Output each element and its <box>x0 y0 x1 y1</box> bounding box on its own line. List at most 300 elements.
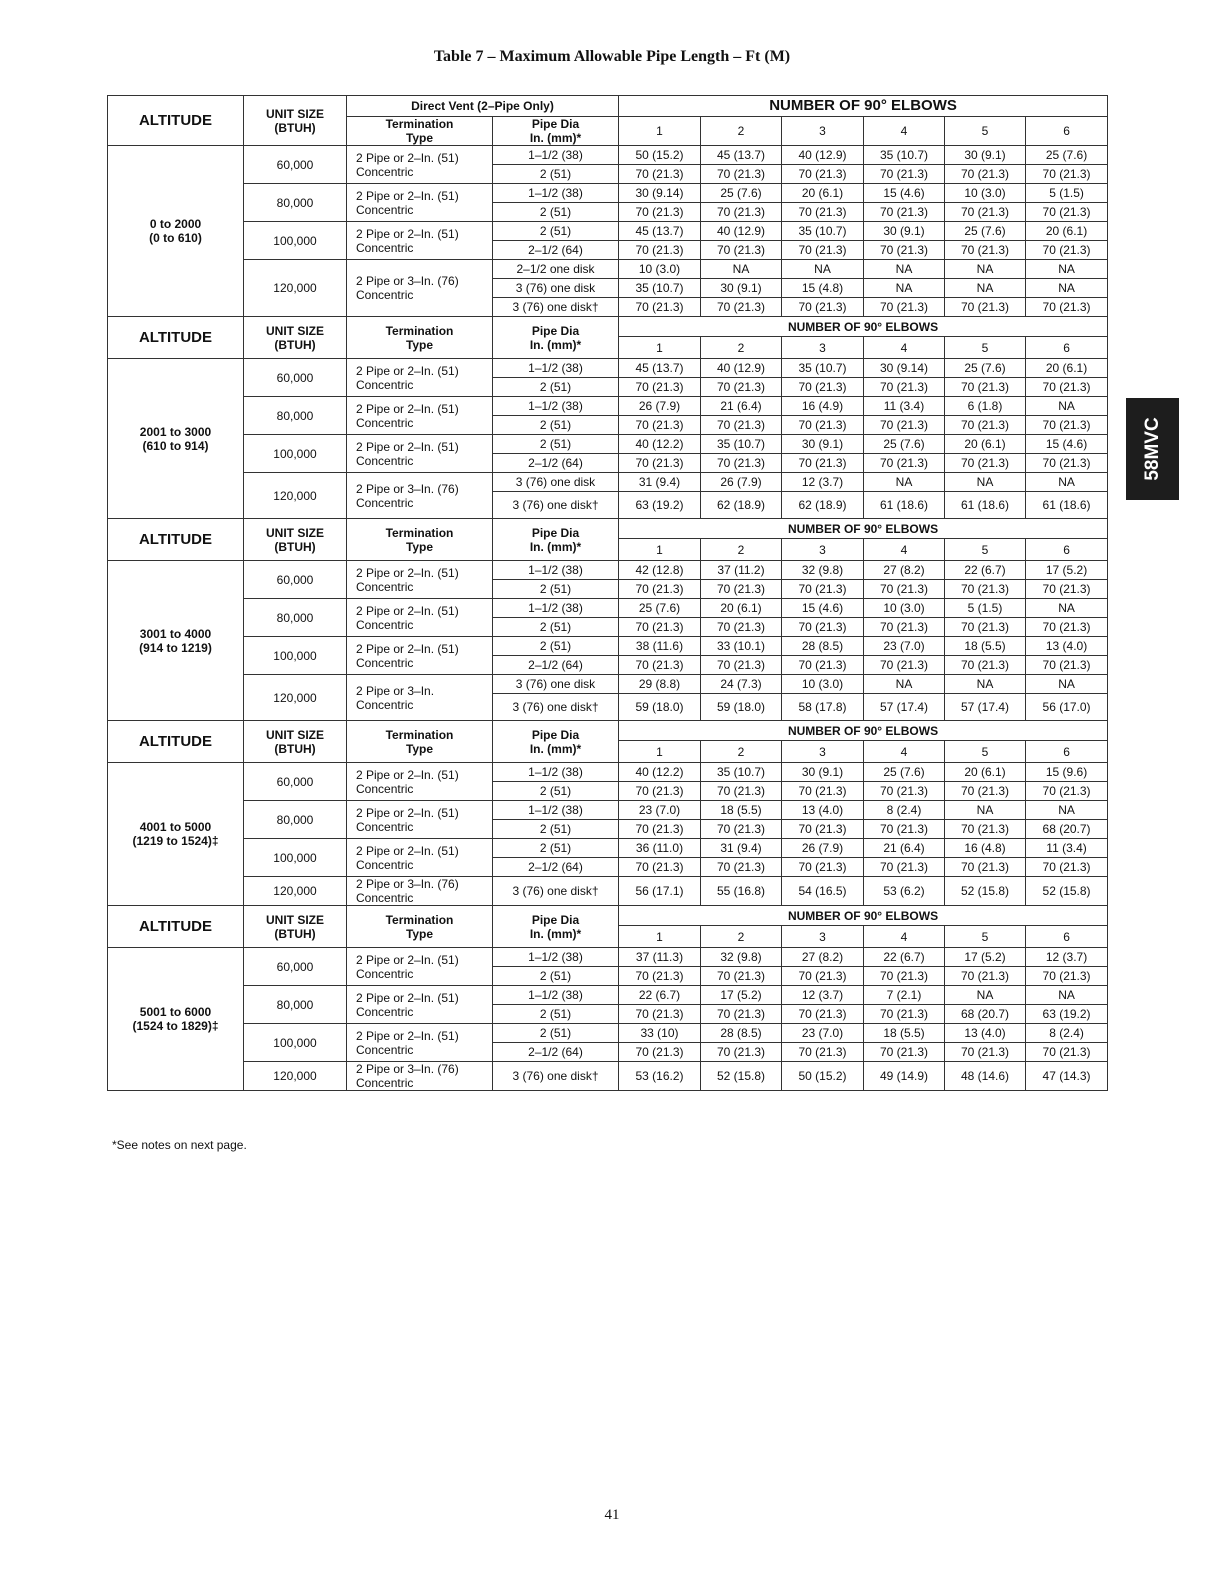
elbow-value: 28 (8.5) <box>701 1024 782 1043</box>
elbows-header: NUMBER OF 90° ELBOWS <box>619 906 1108 926</box>
termination-line: 2 Pipe or 3–In. (76) <box>356 481 459 496</box>
elbow-value: 70 (21.3) <box>701 298 782 317</box>
elbow-value: 27 (8.2) <box>864 561 945 580</box>
elbow-value: 52 (15.8) <box>1026 877 1108 906</box>
elbow-number: 6 <box>1026 337 1108 359</box>
elbows-header: NUMBER OF 90° ELBOWS <box>619 721 1108 741</box>
elbow-value: 68 (20.7) <box>945 1005 1026 1024</box>
elbow-value: NA <box>864 473 945 492</box>
elbow-value: 70 (21.3) <box>619 858 701 877</box>
elbow-value: 25 (7.6) <box>701 184 782 203</box>
table-row <box>108 948 1108 967</box>
elbow-value: 20 (6.1) <box>1026 222 1108 241</box>
pipe-dia-cell: 2 (51) <box>493 435 619 454</box>
elbow-value: 70 (21.3) <box>619 782 701 801</box>
elbow-value: 70 (21.3) <box>782 858 864 877</box>
termination-cell <box>347 763 493 801</box>
elbow-number: 5 <box>945 337 1026 359</box>
elbow-value: NA <box>945 801 1026 820</box>
elbow-value: 70 (21.3) <box>619 241 701 260</box>
elbow-number: 2 <box>701 337 782 359</box>
elbow-value: NA <box>782 260 864 279</box>
elbow-value: 10 (3.0) <box>864 599 945 618</box>
elbow-value: 21 (6.4) <box>864 839 945 858</box>
elbow-value: 35 (10.7) <box>701 763 782 782</box>
altitude-range <box>108 561 244 721</box>
elbow-value: 70 (21.3) <box>864 241 945 260</box>
elbow-value: 62 (18.9) <box>782 492 864 519</box>
elbow-value: 30 (9.1) <box>864 222 945 241</box>
elbow-value: 25 (7.6) <box>1026 146 1108 165</box>
elbow-value: 35 (10.7) <box>701 435 782 454</box>
elbow-value: 28 (8.5) <box>782 637 864 656</box>
termination-line: Concentric <box>356 781 414 796</box>
elbow-value: 70 (21.3) <box>1026 782 1108 801</box>
elbow-value: 59 (18.0) <box>701 694 782 721</box>
elbow-value: 70 (21.3) <box>782 165 864 184</box>
pipe-dia-cell: 1–1/2 (38) <box>493 763 619 782</box>
elbow-value: 70 (21.3) <box>1026 580 1108 599</box>
termination-cell <box>347 877 493 906</box>
altitude-header: ALTITUDE <box>108 317 244 359</box>
elbow-value: 42 (12.8) <box>619 561 701 580</box>
elbow-number: 2 <box>701 539 782 561</box>
unit-size-cell: 60,000 <box>244 146 347 184</box>
elbow-value: 11 (3.4) <box>864 397 945 416</box>
elbow-value: 58 (17.8) <box>782 694 864 721</box>
pipe-dia-cell: 1–1/2 (38) <box>493 397 619 416</box>
termination-line: 2 Pipe or 3–In. (76) <box>356 1062 459 1076</box>
elbow-value: 57 (17.4) <box>864 694 945 721</box>
pipe-dia-cell: 2–1/2 (64) <box>493 1043 619 1062</box>
elbow-value: 30 (9.1) <box>945 146 1026 165</box>
elbow-value: NA <box>945 986 1026 1005</box>
elbow-number: 5 <box>945 741 1026 763</box>
termination-header <box>347 519 493 561</box>
termination-header <box>347 721 493 763</box>
table-row <box>108 146 1108 165</box>
elbow-value: 70 (21.3) <box>701 203 782 222</box>
elbow-value: 10 (3.0) <box>619 260 701 279</box>
unit-size-cell: 60,000 <box>244 359 347 397</box>
table-row <box>108 561 1108 580</box>
elbow-value: 70 (21.3) <box>782 1005 864 1024</box>
elbow-value: 70 (21.3) <box>701 967 782 986</box>
pipe-dia-cell: 2–1/2 (64) <box>493 656 619 675</box>
termination-line: 2 Pipe or 2–In. (51) <box>356 641 459 656</box>
termination-line: 2 Pipe or 2–In. (51) <box>356 843 459 858</box>
pipe-dia-cell: 2 (51) <box>493 967 619 986</box>
termination-line: Concentric <box>356 202 414 217</box>
termination-line: Concentric <box>356 966 414 981</box>
altitude-range <box>108 359 244 519</box>
line: Pipe Dia <box>531 323 580 338</box>
elbow-value: 70 (21.3) <box>782 967 864 986</box>
unit-size-header <box>244 519 347 561</box>
pipe-dia-cell: 3 (76) one disk† <box>493 877 619 906</box>
elbow-value: 70 (21.3) <box>619 203 701 222</box>
elbow-value: 70 (21.3) <box>619 165 701 184</box>
elbow-number: 1 <box>619 741 701 763</box>
unit-size-cell: 80,000 <box>244 397 347 435</box>
line: 2001 to 3000 <box>139 424 212 439</box>
page-number: 41 <box>604 1507 620 1523</box>
unit-size-cell: 100,000 <box>244 1024 347 1062</box>
pipe-dia-cell: 2 (51) <box>493 165 619 184</box>
elbow-value: 50 (15.2) <box>782 1062 864 1091</box>
elbow-value: 40 (12.2) <box>619 435 701 454</box>
elbow-value: NA <box>1026 801 1108 820</box>
termination-cell <box>347 839 493 877</box>
elbow-value: 70 (21.3) <box>864 820 945 839</box>
elbow-value: 16 (4.8) <box>945 839 1026 858</box>
termination-line: 2 Pipe or 3–In. <box>356 683 435 698</box>
pipe-dia-cell: 2 (51) <box>493 820 619 839</box>
unit-size-header <box>244 906 347 948</box>
termination-cell <box>347 435 493 473</box>
elbow-value: 27 (8.2) <box>782 948 864 967</box>
table-row <box>108 763 1108 782</box>
elbow-value: 70 (21.3) <box>619 820 701 839</box>
unit-size-cell: 100,000 <box>244 839 347 877</box>
elbow-value: 30 (9.14) <box>864 359 945 378</box>
elbow-number: 1 <box>619 926 701 948</box>
elbow-value: 70 (21.3) <box>945 241 1026 260</box>
table-row <box>108 675 1108 694</box>
elbow-value: 70 (21.3) <box>945 580 1026 599</box>
elbow-value: 70 (21.3) <box>701 241 782 260</box>
elbow-value: 70 (21.3) <box>1026 1043 1108 1062</box>
table-row <box>108 1062 1108 1091</box>
elbow-value: 70 (21.3) <box>945 378 1026 397</box>
altitude-header: ALTITUDE <box>108 519 244 561</box>
unit-size-cell: 100,000 <box>244 435 347 473</box>
elbow-value: 10 (3.0) <box>782 675 864 694</box>
elbow-value: 18 (5.5) <box>864 1024 945 1043</box>
elbow-value: 70 (21.3) <box>945 298 1026 317</box>
unit-size-header <box>244 96 347 146</box>
elbow-value: 52 (15.8) <box>945 877 1026 906</box>
termination-line: Concentric <box>356 579 414 594</box>
elbow-value: 23 (7.0) <box>864 637 945 656</box>
elbow-value: 45 (13.7) <box>701 146 782 165</box>
line: Termination <box>385 727 454 742</box>
elbow-value: 16 (4.9) <box>782 397 864 416</box>
elbow-value: NA <box>1026 473 1108 492</box>
pipe-dia-cell: 1–1/2 (38) <box>493 801 619 820</box>
pipe-dia-cell: 2 (51) <box>493 222 619 241</box>
pipe-dia-cell: 3 (76) one disk <box>493 675 619 694</box>
line: (610 to 914) <box>142 438 209 453</box>
elbow-value: 70 (21.3) <box>864 298 945 317</box>
elbow-number: 2 <box>701 117 782 146</box>
elbow-value: 70 (21.3) <box>1026 203 1108 222</box>
elbow-number: 4 <box>864 337 945 359</box>
elbow-value: 70 (21.3) <box>864 378 945 397</box>
elbow-value: NA <box>945 675 1026 694</box>
elbow-value: 61 (18.6) <box>1026 492 1108 519</box>
elbow-value: 70 (21.3) <box>945 858 1026 877</box>
elbow-value: 5 (1.5) <box>945 599 1026 618</box>
line: 0 to 2000 <box>149 217 202 231</box>
table-row <box>108 359 1108 378</box>
pipe-dia-cell: 2 (51) <box>493 580 619 599</box>
termination-line: Concentric <box>356 655 414 670</box>
unit-size-cell: 60,000 <box>244 561 347 599</box>
elbow-number: 6 <box>1026 741 1108 763</box>
elbow-value: 59 (18.0) <box>619 694 701 721</box>
line: UNIT SIZE <box>265 912 324 927</box>
unit-size-cell: 120,000 <box>244 675 347 721</box>
table-row <box>108 222 1108 241</box>
elbow-value: NA <box>1026 397 1108 416</box>
termination-line: 2 Pipe or 2–In. (51) <box>356 952 459 967</box>
pipe-dia-cell: 1–1/2 (38) <box>493 184 619 203</box>
elbow-value: NA <box>864 260 945 279</box>
elbow-value: 24 (7.3) <box>701 675 782 694</box>
elbow-value: 70 (21.3) <box>864 1043 945 1062</box>
elbow-value: 70 (21.3) <box>782 1043 864 1062</box>
table-row <box>108 260 1108 279</box>
elbow-value: 20 (6.1) <box>945 435 1026 454</box>
elbow-value: 70 (21.3) <box>619 656 701 675</box>
unit-size-header <box>244 317 347 359</box>
elbow-value: NA <box>945 473 1026 492</box>
termination-header <box>347 906 493 948</box>
elbow-value: 30 (9.1) <box>782 435 864 454</box>
elbow-value: 31 (9.4) <box>619 473 701 492</box>
elbow-number: 3 <box>782 926 864 948</box>
elbow-value: 70 (21.3) <box>1026 618 1108 637</box>
elbow-value: 25 (7.6) <box>945 359 1026 378</box>
line: Type <box>405 337 434 352</box>
termination-line: Concentric <box>356 1042 414 1057</box>
elbow-value: 61 (18.6) <box>864 492 945 519</box>
elbow-value: 55 (16.8) <box>701 877 782 906</box>
elbow-value: 52 (15.8) <box>701 1062 782 1091</box>
elbow-value: 56 (17.1) <box>619 877 701 906</box>
elbow-value: 20 (6.1) <box>1026 359 1108 378</box>
unit-size-cell: 120,000 <box>244 1062 347 1091</box>
pipe-dia-cell: 2 (51) <box>493 618 619 637</box>
line: (BTUH) <box>274 120 316 135</box>
elbow-number: 4 <box>864 926 945 948</box>
line: Pipe Dia <box>531 912 580 927</box>
line: UNIT SIZE <box>265 727 324 742</box>
pipe-dia-cell: 1–1/2 (38) <box>493 146 619 165</box>
elbow-value: 70 (21.3) <box>945 454 1026 473</box>
table-row <box>108 637 1108 656</box>
unit-size-cell: 100,000 <box>244 222 347 260</box>
elbow-number: 4 <box>864 117 945 146</box>
termination-cell <box>347 397 493 435</box>
elbow-value: 45 (13.7) <box>619 359 701 378</box>
altitude-header: ALTITUDE <box>108 906 244 948</box>
table-title: Table 7 – Maximum Allowable Pipe Length – Ft (M) <box>433 48 791 65</box>
elbow-number: 2 <box>701 741 782 763</box>
pipe-dia-cell: 2 (51) <box>493 203 619 222</box>
line: 4001 to 5000 <box>139 820 212 834</box>
elbow-value: 7 (2.1) <box>864 986 945 1005</box>
table-row <box>108 1024 1108 1043</box>
elbows-header: NUMBER OF 90° ELBOWS <box>619 519 1108 539</box>
termination-header <box>347 117 493 146</box>
elbow-value: 70 (21.3) <box>701 656 782 675</box>
pipe-dia-header <box>493 317 619 359</box>
elbow-value: 49 (14.9) <box>864 1062 945 1091</box>
altitude-header: ALTITUDE <box>108 96 244 146</box>
elbow-value: 15 (4.6) <box>1026 435 1108 454</box>
elbow-value: 70 (21.3) <box>701 454 782 473</box>
elbow-value: 13 (4.0) <box>1026 637 1108 656</box>
elbows-header: NUMBER OF 90° ELBOWS <box>619 317 1108 337</box>
line: Termination <box>385 912 454 927</box>
elbow-value: 50 (15.2) <box>619 146 701 165</box>
elbow-value: 15 (9.6) <box>1026 763 1108 782</box>
pipe-dia-cell: 3 (76) one disk <box>493 473 619 492</box>
elbow-value: 56 (17.0) <box>1026 694 1108 721</box>
elbow-value: 23 (7.0) <box>619 801 701 820</box>
unit-size-cell: 60,000 <box>244 763 347 801</box>
elbow-value: 15 (4.6) <box>782 599 864 618</box>
unit-size-cell: 80,000 <box>244 599 347 637</box>
elbow-value: 25 (7.6) <box>864 435 945 454</box>
elbow-number: 6 <box>1026 117 1108 146</box>
line: (0 to 610) <box>149 231 202 245</box>
elbow-value: 70 (21.3) <box>782 580 864 599</box>
termination-cell <box>347 1024 493 1062</box>
pipe-dia-cell: 3 (76) one disk† <box>493 694 619 721</box>
termination-line: Concentric <box>356 415 414 430</box>
elbow-value: NA <box>701 260 782 279</box>
termination-cell <box>347 986 493 1024</box>
elbow-value: 70 (21.3) <box>782 298 864 317</box>
pipe-dia-header <box>493 519 619 561</box>
elbow-value: 5 (1.5) <box>1026 184 1108 203</box>
termination-line: 2 Pipe or 2–In. (51) <box>356 1028 459 1043</box>
pipe-dia-cell: 1–1/2 (38) <box>493 986 619 1005</box>
elbow-number: 3 <box>782 117 864 146</box>
termination-line: 2 Pipe or 2–In. (51) <box>356 363 459 378</box>
elbow-number: 4 <box>864 539 945 561</box>
elbow-value: 70 (21.3) <box>619 454 701 473</box>
elbow-number: 5 <box>945 117 1026 146</box>
elbow-value: 37 (11.3) <box>619 948 701 967</box>
elbow-value: 57 (17.4) <box>945 694 1026 721</box>
termination-line: Concentric <box>356 495 414 510</box>
termination-line: Concentric <box>356 891 414 905</box>
pipe-dia-cell: 2–1/2 one disk <box>493 260 619 279</box>
elbow-value: 70 (21.3) <box>864 858 945 877</box>
elbow-value: 70 (21.3) <box>864 454 945 473</box>
elbow-value: 70 (21.3) <box>701 820 782 839</box>
elbow-value: 8 (2.4) <box>1026 1024 1108 1043</box>
elbow-number: 2 <box>701 926 782 948</box>
elbow-value: 61 (18.6) <box>945 492 1026 519</box>
pipe-dia-cell: 1–1/2 (38) <box>493 359 619 378</box>
elbow-value: 40 (12.9) <box>701 359 782 378</box>
elbow-value: 70 (21.3) <box>945 203 1026 222</box>
elbow-value: 70 (21.3) <box>619 416 701 435</box>
line: (914 to 1219) <box>139 640 212 655</box>
termination-line: 2 Pipe or 2–In. (51) <box>356 805 459 820</box>
elbow-number: 1 <box>619 117 701 146</box>
unit-size-header <box>244 721 347 763</box>
elbow-value: 35 (10.7) <box>619 279 701 298</box>
table-row <box>108 599 1108 618</box>
line: UNIT SIZE <box>265 323 324 338</box>
elbow-value: 25 (7.6) <box>864 763 945 782</box>
line: Type <box>405 926 434 941</box>
elbow-value: 70 (21.3) <box>864 416 945 435</box>
line: (BTUH) <box>274 926 316 941</box>
line: Type <box>405 539 434 554</box>
direct-vent-header: Direct Vent (2–Pipe Only) <box>347 96 619 117</box>
elbow-value: 70 (21.3) <box>945 618 1026 637</box>
elbow-value: 31 (9.4) <box>701 839 782 858</box>
elbow-value: 70 (21.3) <box>864 1005 945 1024</box>
elbow-value: 70 (21.3) <box>945 656 1026 675</box>
termination-line: 2 Pipe or 2–In. (51) <box>356 439 459 454</box>
line: (1524 to 1829)‡ <box>132 1019 219 1033</box>
termination-line: Concentric <box>356 819 414 834</box>
elbow-value: 40 (12.2) <box>619 763 701 782</box>
elbow-value: 35 (10.7) <box>782 222 864 241</box>
elbow-value: 22 (6.7) <box>945 561 1026 580</box>
termination-line: 2 Pipe or 2–In. (51) <box>356 188 459 203</box>
pipe-dia-cell: 2 (51) <box>493 1005 619 1024</box>
elbow-number: 5 <box>945 539 1026 561</box>
elbow-value: 70 (21.3) <box>864 165 945 184</box>
elbow-value: NA <box>864 279 945 298</box>
elbow-number: 5 <box>945 926 1026 948</box>
elbow-value: 17 (5.2) <box>701 986 782 1005</box>
elbow-value: 70 (21.3) <box>701 782 782 801</box>
elbow-value: 13 (4.0) <box>782 801 864 820</box>
line: 3001 to 4000 <box>139 626 212 641</box>
line: In. (mm)* <box>529 741 582 756</box>
termination-cell <box>347 801 493 839</box>
line: In. (mm)* <box>529 131 582 145</box>
pipe-dia-cell: 2 (51) <box>493 839 619 858</box>
line: Termination <box>385 525 454 540</box>
pipe-dia-cell: 2–1/2 (64) <box>493 241 619 260</box>
termination-cell <box>347 184 493 222</box>
elbow-value: 17 (5.2) <box>1026 561 1108 580</box>
elbow-value: 70 (21.3) <box>782 416 864 435</box>
elbow-value: 70 (21.3) <box>782 820 864 839</box>
elbow-value: 33 (10.1) <box>701 637 782 656</box>
termination-line: 2 Pipe or 2–In. (51) <box>356 226 459 241</box>
elbow-value: NA <box>1026 279 1108 298</box>
line: (BTUH) <box>274 741 316 756</box>
elbow-value: 22 (6.7) <box>619 986 701 1005</box>
termination-line: 2 Pipe or 2–In. (51) <box>356 401 459 416</box>
line: UNIT SIZE <box>265 106 324 121</box>
elbow-value: 70 (21.3) <box>782 618 864 637</box>
elbow-value: 70 (21.3) <box>1026 416 1108 435</box>
side-tab-label: 58MVC <box>1141 417 1163 481</box>
line: Type <box>405 741 434 756</box>
elbow-value: 40 (12.9) <box>701 222 782 241</box>
side-tab <box>1126 398 1179 500</box>
elbow-value: 70 (21.3) <box>864 618 945 637</box>
line: Type <box>405 131 434 145</box>
elbow-value: 70 (21.3) <box>945 820 1026 839</box>
elbow-value: 70 (21.3) <box>782 378 864 397</box>
elbow-value: 6 (1.8) <box>945 397 1026 416</box>
altitude-range <box>108 763 244 906</box>
